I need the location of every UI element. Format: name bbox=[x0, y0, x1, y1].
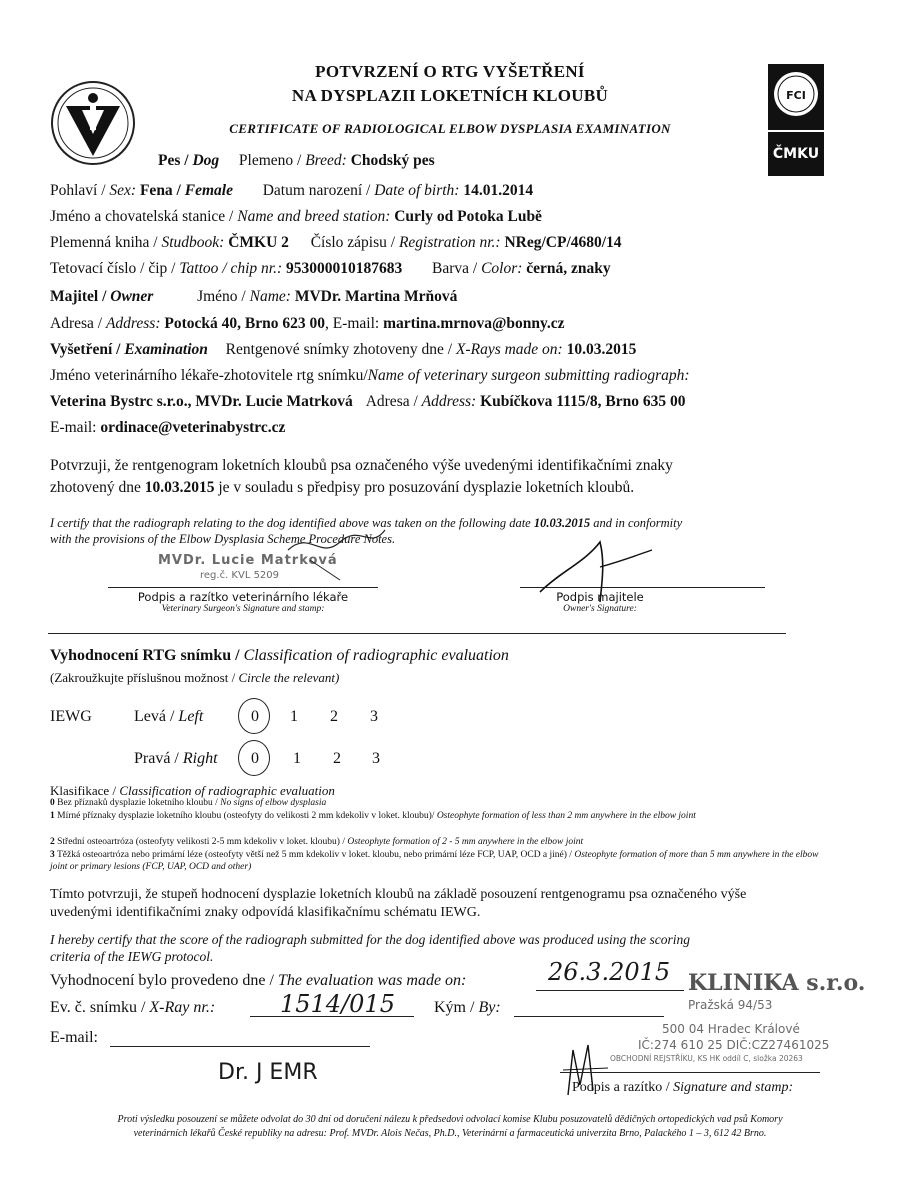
class-en-2: Osteophyte formation of 2 - 5 mm anywhere in the elbow joint bbox=[347, 837, 584, 847]
dob-label: Datum narození / bbox=[262, 182, 375, 199]
certify-en-date: 10.03.2015 bbox=[533, 516, 591, 530]
title-cz-1: POTVRZENÍ O RTG VYŠETŘENÍ bbox=[315, 62, 585, 81]
xray-date: 10.03.2015 bbox=[566, 341, 637, 358]
dog-name-label-en: Name and breed station: bbox=[237, 208, 391, 225]
breed-label-en: Breed: bbox=[305, 152, 347, 169]
class-grade-0: 0 bbox=[50, 798, 55, 808]
certify-en-2: with the provisions of the Elbow Dysplasia Scheme Procedure Notes. bbox=[50, 532, 396, 546]
section-divider bbox=[48, 633, 786, 634]
vet-email-label: E-mail: bbox=[50, 419, 97, 436]
studbook-label: Plemenná kniha / bbox=[50, 234, 162, 251]
owner-section-en: Owner bbox=[110, 288, 154, 305]
owner-row bbox=[50, 287, 457, 307]
owner-email-label: E-mail: bbox=[332, 315, 380, 332]
owner-address-label-en: Address: bbox=[105, 315, 161, 332]
pes-label: Pes / bbox=[158, 152, 193, 169]
vet-stamp-line-2: reg.č. KVL 5209 bbox=[200, 570, 280, 581]
final-en-2: criteria of the IEWG protocol. bbox=[50, 949, 214, 964]
xray-nr-en: X-Ray nr.: bbox=[149, 999, 216, 1016]
footer-line-2: veterinárních lékařů České republiky na adresu: Prof. MVDr. Alois Nečas, Ph.D., Veterinární a farmaceutická univerzita Brno, Palackého 1 – 3, 612 42 Brno. bbox=[133, 1128, 767, 1139]
sex-label: Pohlaví / bbox=[50, 182, 110, 199]
left-grade-3[interactable]: 3 bbox=[370, 708, 378, 725]
certify-cz-2 bbox=[50, 478, 634, 498]
vet-sig-cz: Podpis a razítko veterinárního lékaře bbox=[137, 590, 349, 604]
left-label bbox=[134, 707, 203, 727]
clinic-stamp-name: KLINIKA s.r.o. bbox=[688, 970, 866, 996]
right-cz: Pravá / bbox=[134, 750, 183, 767]
vet-email-row bbox=[50, 418, 285, 438]
dog-label: Dog bbox=[192, 152, 220, 169]
signature-hand: Dr. J EMR bbox=[218, 1060, 318, 1085]
chip-label-en: Tattoo / chip nr.: bbox=[179, 260, 283, 277]
classification-item bbox=[50, 849, 830, 873]
evaluation-heading-en: Classification of radiographic evaluation bbox=[243, 647, 509, 664]
by-en: By: bbox=[478, 999, 501, 1016]
made-on-hand: 26.3.2015 bbox=[548, 958, 671, 986]
certify-cz-date: 10.03.2015 bbox=[144, 479, 215, 496]
vet-email-value: ordinace@veterinabystrc.cz bbox=[100, 419, 286, 436]
studbook-value: ČMKU 2 bbox=[228, 234, 289, 251]
vet-signature-label bbox=[108, 590, 378, 614]
left-selected-circle bbox=[238, 698, 270, 734]
classification-heading-en: Classification of radiographic evaluation bbox=[119, 783, 335, 798]
class-en-0: No signs of elbow dysplasia bbox=[220, 798, 327, 808]
breed-label: Plemeno / bbox=[238, 152, 306, 169]
chip-row bbox=[50, 259, 611, 279]
cmku-logo bbox=[768, 132, 824, 176]
made-on-en: The evaluation was made on: bbox=[277, 972, 467, 989]
sex-row bbox=[50, 181, 533, 201]
right-grade-0[interactable]: 0 bbox=[251, 750, 259, 767]
left-grade-1[interactable]: 1 bbox=[290, 708, 298, 725]
final-cz-1: Tímto potvrzuji, že stupeň hodnocení dysplazie loketních kloubů na základě posouzení rentgenogramu psa označeného výše bbox=[50, 887, 747, 902]
vet-sig-en: Veterinary Surgeon's Signature and stamp: bbox=[161, 604, 325, 614]
right-selected-circle bbox=[238, 740, 270, 776]
clinic-stamp-register: OBCHODNÍ REJSTŘÍKU, KS HK oddíl C, složka 20263 bbox=[610, 1054, 803, 1063]
color-value: černá, znaky bbox=[526, 260, 611, 277]
by-row bbox=[434, 998, 501, 1018]
class-en-3: Osteophyte formation of more than 5 mm anywhere in the elbow joint or primary lesions (FCP, UAP, OCD and other) bbox=[50, 850, 819, 872]
fci-text: FCI bbox=[786, 89, 806, 102]
circle-cz: (Zakroužkujte příslušnou možnost / bbox=[50, 670, 239, 685]
class-cz-1: Mírné příznaky dysplazie loketního kloubu (osteofyty do velikosti 2 mm kdekoliv v loket. kloubu)/ bbox=[54, 811, 437, 821]
reg-label: Číslo zápisu / bbox=[310, 234, 399, 251]
classification-item bbox=[50, 836, 830, 848]
vet-signature bbox=[280, 520, 400, 590]
by-cz: Kým / bbox=[434, 999, 479, 1016]
evaluation-heading-cz: Vyhodnocení RTG snímku / bbox=[50, 647, 244, 664]
evaluation-instruction bbox=[50, 668, 339, 688]
left-grade-0[interactable]: 0 bbox=[251, 708, 259, 725]
clinic-stamp-street: Pražská 94/53 bbox=[688, 998, 773, 1012]
xray-nr-cz: Ev. č. snímku / bbox=[50, 999, 150, 1016]
iewg-label: IEWG bbox=[50, 708, 92, 725]
sex-value-en: Female bbox=[184, 182, 233, 199]
exam-section: Vyšetření / bbox=[50, 341, 125, 358]
class-en-1: Osteophyte formation of less than 2 mm anywhere in the elbow joint bbox=[436, 811, 696, 821]
clinic-stamp-ids: IČ:274 610 25 DIČ:CZ27461025 bbox=[638, 1038, 830, 1052]
dob-value: 14.01.2014 bbox=[463, 182, 534, 199]
clinic-stamp-city: 500 04 Hradec Králové bbox=[662, 1022, 800, 1036]
certify-cz-2a: zhotovený dne bbox=[50, 479, 145, 496]
vet-value: Veterina Bystrc s.r.o., MVDr. Lucie Matrková bbox=[50, 393, 353, 410]
owner-sig-en: Owner's Signature: bbox=[563, 604, 637, 614]
made-on-row bbox=[50, 971, 466, 991]
breed-value: Chodský pes bbox=[350, 152, 435, 169]
circle-en: Circle the relevant) bbox=[238, 670, 340, 685]
title-en: CERTIFICATE OF RADIOLOGICAL ELBOW DYSPLASIA EXAMINATION bbox=[229, 121, 671, 136]
class-grade-3: 3 bbox=[50, 850, 55, 860]
evaluation-heading bbox=[50, 646, 509, 666]
right-grade-3[interactable]: 3 bbox=[372, 750, 380, 767]
owner-email-value: martina.mrnova@bonny.cz bbox=[383, 315, 565, 332]
owner-address-value: Potocká 40, Brno 623 00 bbox=[164, 315, 325, 332]
vet-name-line bbox=[50, 366, 690, 386]
owner-name-value: MVDr. Martina Mrňová bbox=[294, 288, 458, 305]
left-en: Left bbox=[178, 708, 204, 725]
sign-en: Signature and stamp: bbox=[673, 1080, 794, 1095]
final-email-line bbox=[110, 1046, 370, 1047]
sign-cz: Podpis a razítko / bbox=[572, 1080, 674, 1095]
color-label: Barva / bbox=[432, 260, 482, 277]
chip-value: 953000010187683 bbox=[286, 260, 403, 277]
left-grade-2[interactable]: 2 bbox=[330, 708, 338, 725]
by-line bbox=[514, 1016, 664, 1017]
vet-line-cz: Jméno veterinárního lékaře-zhotovitele rtg snímku/ bbox=[50, 367, 368, 384]
final-en-1: I hereby certify that the score of the radiograph submitted for the dog identified above was produced using the scoring bbox=[50, 932, 691, 947]
title-cz-2: NA DYSPLAZII LOKETNÍCH KLOUBŮ bbox=[291, 86, 609, 105]
xray-nr-hand: 1514/015 bbox=[280, 990, 395, 1018]
class-cz-3: Těžká osteoartróza nebo primární léze (osteofyty větší než 5 mm kdekoliv v loket. kloubu, nebo primární léze FCP, UAP, OCD a jiné) / bbox=[54, 850, 575, 860]
certify-cz-2b: je v souladu s předpisy pro posuzování dysplazie loketních kloubů. bbox=[214, 479, 635, 496]
certify-cz-1: Potvrzuji, že rentgenogram loketních kloubů psa označeného výše uvedenými identifikačními znaky bbox=[50, 457, 673, 474]
xray-nr-row bbox=[50, 998, 215, 1018]
right-grade-1[interactable]: 1 bbox=[293, 750, 301, 767]
xray-label: Rentgenové snímky zhotoveny dne / bbox=[225, 341, 456, 358]
classification-heading-cz: Klasifikace / bbox=[50, 783, 120, 798]
sign-line bbox=[560, 1072, 820, 1073]
owner-address-label: Adresa / bbox=[50, 315, 106, 332]
class-grade-2: 2 bbox=[50, 837, 55, 847]
owner-signature bbox=[530, 532, 660, 607]
classification-item bbox=[50, 797, 830, 809]
vet-stamp-line-1: MVDr. Lucie Matrková bbox=[158, 553, 338, 568]
exam-row bbox=[50, 340, 636, 360]
sex-value: Fena / bbox=[139, 182, 185, 199]
exam-section-en: Examination bbox=[124, 341, 208, 358]
certify-en-1a: I certify that the radiograph relating to the dog identified above was taken on the following date bbox=[50, 516, 534, 530]
xray-label-en: X-Rays made on: bbox=[455, 341, 563, 358]
owner-name-label: Jméno / bbox=[197, 288, 250, 305]
dob-label-en: Date of birth: bbox=[374, 182, 460, 199]
sign-label bbox=[572, 1078, 793, 1098]
vet-line-en: Name of veterinary surgeon submitting radiograph: bbox=[367, 367, 690, 384]
certify-en-1b: and in conformity bbox=[590, 516, 683, 530]
dog-name-value: Curly od Potoka Lubě bbox=[394, 208, 542, 225]
made-on-cz: Vyhodnocení bylo provedeno dne / bbox=[50, 972, 278, 989]
vet-address-label: Adresa / bbox=[365, 393, 422, 410]
dog-name-label: Jméno a chovatelská stanice / bbox=[50, 208, 238, 225]
made-on-line bbox=[536, 990, 684, 991]
right-grade-2[interactable]: 2 bbox=[333, 750, 341, 767]
studbook-row bbox=[50, 233, 622, 253]
vet-address-value: Kubíčkova 1115/8, Brno 635 00 bbox=[480, 393, 686, 410]
cmku-text: ČMKU bbox=[772, 146, 820, 162]
name-row bbox=[50, 207, 542, 227]
sex-label-en: Sex: bbox=[109, 182, 137, 199]
chip-label: Tetovací číslo / čip / bbox=[50, 260, 180, 277]
class-grade-1: 1 bbox=[50, 811, 55, 821]
footer-line-1: Proti výsledku posouzení se můžete odvolat do 30 dní od doručení nálezu k předsedovi odvolací komise Klubu posuzovatelů dědičných ortopedických vad psů Komory bbox=[117, 1114, 783, 1125]
breed-row bbox=[158, 151, 435, 171]
final-email-label: E-mail: bbox=[50, 1029, 98, 1046]
right-label bbox=[134, 749, 218, 769]
owner-section: Majitel / bbox=[50, 288, 111, 305]
vet-row bbox=[50, 392, 685, 412]
class-cz-0: Bez příznaků dysplazie loketního kloubu / bbox=[54, 798, 221, 808]
reg-value: NReg/CP/4680/14 bbox=[504, 234, 622, 251]
reg-label-en: Registration nr.: bbox=[398, 234, 501, 251]
color-label-en: Color: bbox=[481, 260, 523, 277]
owner-address-row: Adresa / Address: Potocká 40, Brno 623 00, E-mail: martina.mrnova@bonny.cz bbox=[50, 315, 565, 332]
right-en: Right bbox=[182, 750, 218, 767]
vet-address-label-en: Address: bbox=[421, 393, 477, 410]
owner-name-label-en: Name: bbox=[249, 288, 291, 305]
owner-sig-cz: Podpis majitele bbox=[556, 590, 644, 604]
final-cz-2: uvedenými identifikačními znaky odpovídá klasifikačnímu schématu IEWG. bbox=[50, 905, 481, 920]
studbook-label-en: Studbook: bbox=[161, 234, 225, 251]
left-cz: Levá / bbox=[134, 708, 179, 725]
classification-item bbox=[50, 810, 830, 822]
class-cz-2: Střední osteoartróza (osteofyty velikosti 2-5 mm kdekoliv v loket. kloubu) / bbox=[54, 837, 348, 847]
